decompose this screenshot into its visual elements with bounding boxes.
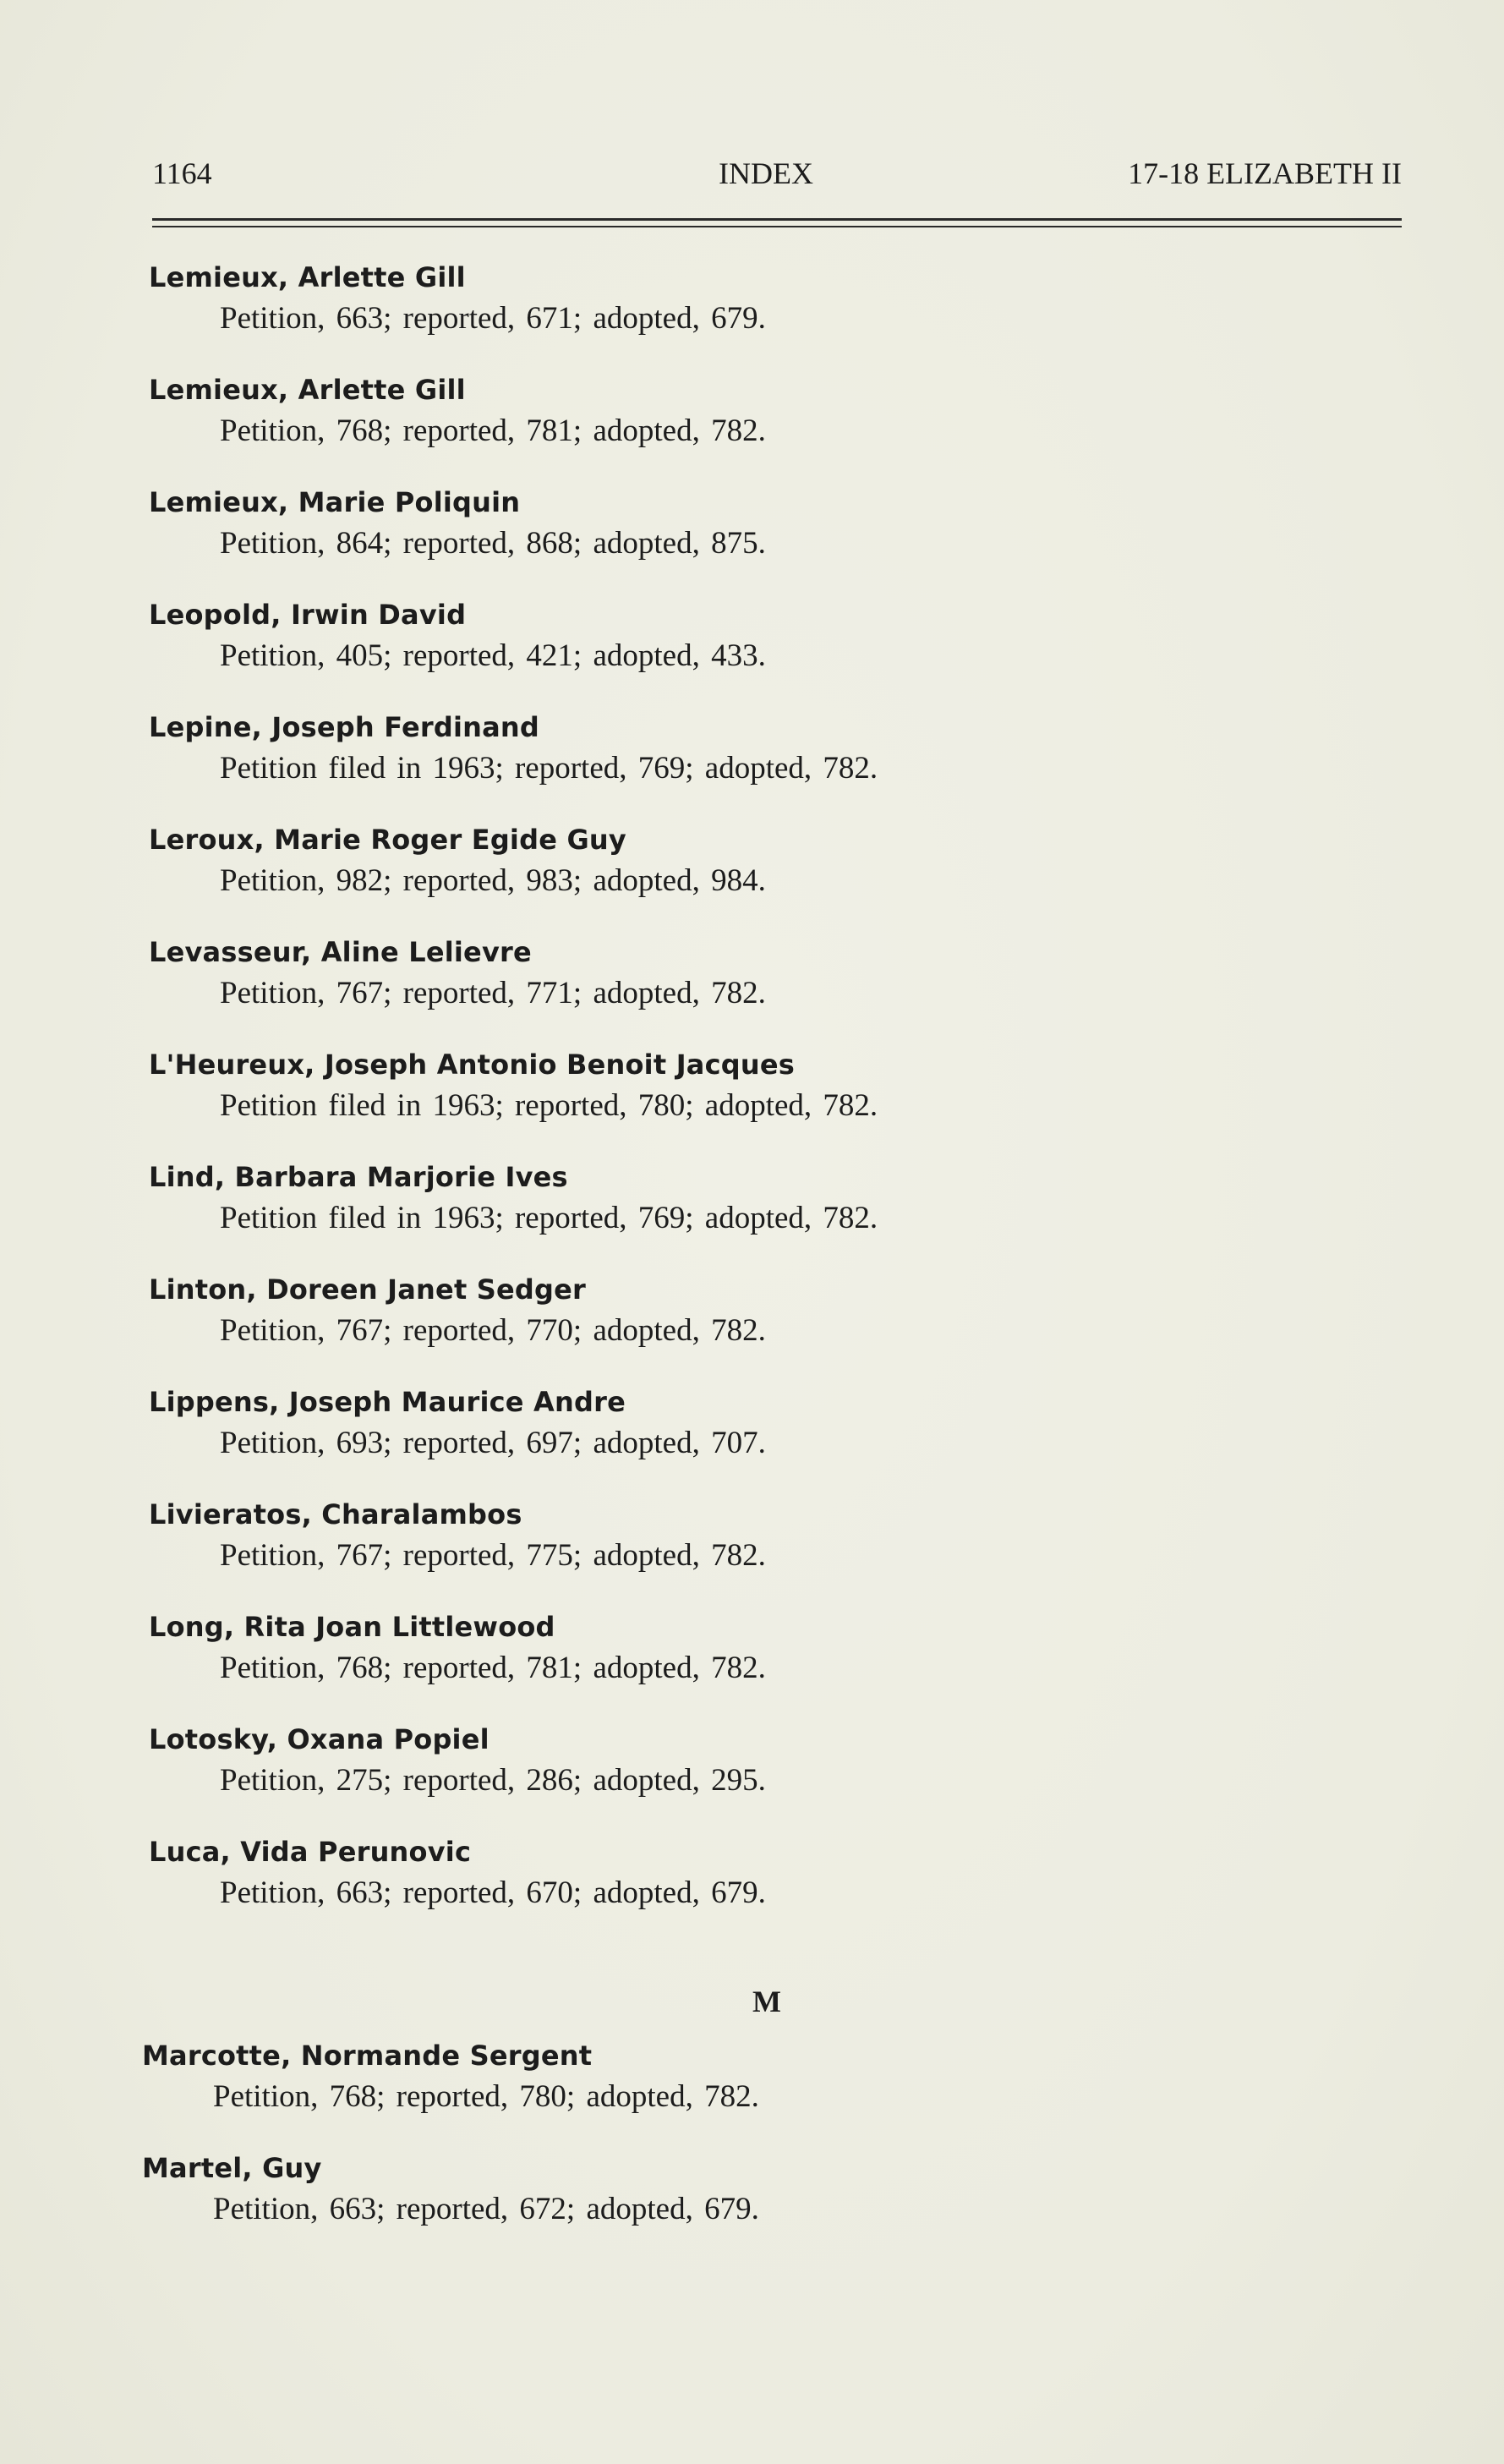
entry-name: Leroux, Marie Roger Egide Guy [149, 824, 626, 856]
index-entry [149, 1610, 1332, 1722]
entry-name: Lotosky, Oxana Popiel [149, 1723, 489, 1755]
page-header [152, 156, 1402, 198]
index-entries-l [149, 260, 1332, 1947]
index-entry [149, 485, 1332, 598]
entry-name: Levasseur, Aline Lelievre [149, 936, 532, 968]
entry-name: Lippens, Joseph Maurice Andre [149, 1386, 626, 1418]
entry-detail: Petition filed in 1963; reported, 769; adopted, 782. [220, 751, 878, 786]
entry-detail: Petition, 663; reported, 672; adopted, 679. [213, 2192, 759, 2226]
entry-name: Linton, Doreen Janet Sedger [149, 1273, 587, 1306]
entry-detail: Petition, 767; reported, 775; adopted, 782. [220, 1538, 766, 1573]
entry-name: Luca, Vida Perunovic [149, 1836, 472, 1868]
header-rule-top [152, 218, 1402, 221]
entry-detail: Petition, 275; reported, 286; adopted, 295. [220, 1763, 766, 1798]
volume-label: 17-18 ELIZABETH II [1128, 156, 1402, 190]
entry-name: L'Heureux, Joseph Antonio Benoit Jacques [149, 1049, 795, 1081]
entry-detail: Petition filed in 1963; reported, 780; adopted, 782. [220, 1088, 878, 1123]
index-entry [149, 1048, 1332, 1160]
entry-name: Lemieux, Arlette Gill [149, 374, 466, 406]
index-entry [149, 1498, 1332, 1610]
page-number: 1164 [152, 156, 212, 190]
entry-detail: Petition, 864; reported, 868; adopted, 875. [220, 526, 766, 561]
entry-name: Lind, Barbara Marjorie Ives [149, 1161, 568, 1193]
index-entry [149, 598, 1332, 710]
index-entry [149, 1385, 1332, 1498]
entry-detail: Petition, 405; reported, 421; adopted, 433. [220, 638, 766, 673]
index-entry [149, 935, 1332, 1048]
index-entry [149, 1835, 1332, 1947]
entry-detail: Petition filed in 1963; reported, 769; adopted, 782. [220, 1201, 878, 1235]
header-rule-bottom [152, 226, 1402, 227]
index-entry [149, 1722, 1332, 1835]
entry-detail: Petition, 768; reported, 780; adopted, 782. [213, 2079, 759, 2114]
entry-name: Lemieux, Marie Poliquin [149, 486, 521, 518]
entry-detail: Petition, 982; reported, 983; adopted, 984. [220, 863, 766, 898]
page-title: INDEX [719, 156, 813, 190]
index-entries-m [142, 2039, 1326, 2264]
entry-name: Lemieux, Arlette Gill [149, 261, 466, 293]
entry-detail: Petition, 693; reported, 697; adopted, 707. [220, 1426, 766, 1460]
index-entry [149, 260, 1332, 373]
entry-name: Livieratos, Charalambos [149, 1498, 522, 1530]
entry-detail: Petition, 663; reported, 671; adopted, 679. [220, 301, 766, 336]
index-entry [142, 2039, 1326, 2151]
index-entry [149, 373, 1332, 485]
entry-detail: Petition, 768; reported, 781; adopted, 782. [220, 413, 766, 448]
index-entry [142, 2151, 1326, 2264]
entry-detail: Petition, 767; reported, 771; adopted, 782. [220, 976, 766, 1010]
entry-name: Martel, Guy [142, 2152, 322, 2184]
index-entry [149, 1273, 1332, 1385]
section-letter-heading: M [752, 1985, 781, 2018]
index-entry [149, 823, 1332, 935]
entry-detail: Petition, 768; reported, 781; adopted, 782. [220, 1651, 766, 1685]
entry-name: Marcotte, Normande Sergent [142, 2040, 593, 2072]
index-entry [149, 710, 1332, 823]
entry-name: Leopold, Irwin David [149, 599, 467, 631]
entry-name: Long, Rita Joan Littlewood [149, 1611, 555, 1643]
entry-detail: Petition, 767; reported, 770; adopted, 782. [220, 1313, 766, 1348]
entry-name: Lepine, Joseph Ferdinand [149, 711, 540, 743]
entry-detail: Petition, 663; reported, 670; adopted, 679. [220, 1875, 766, 1910]
index-entry [149, 1160, 1332, 1273]
